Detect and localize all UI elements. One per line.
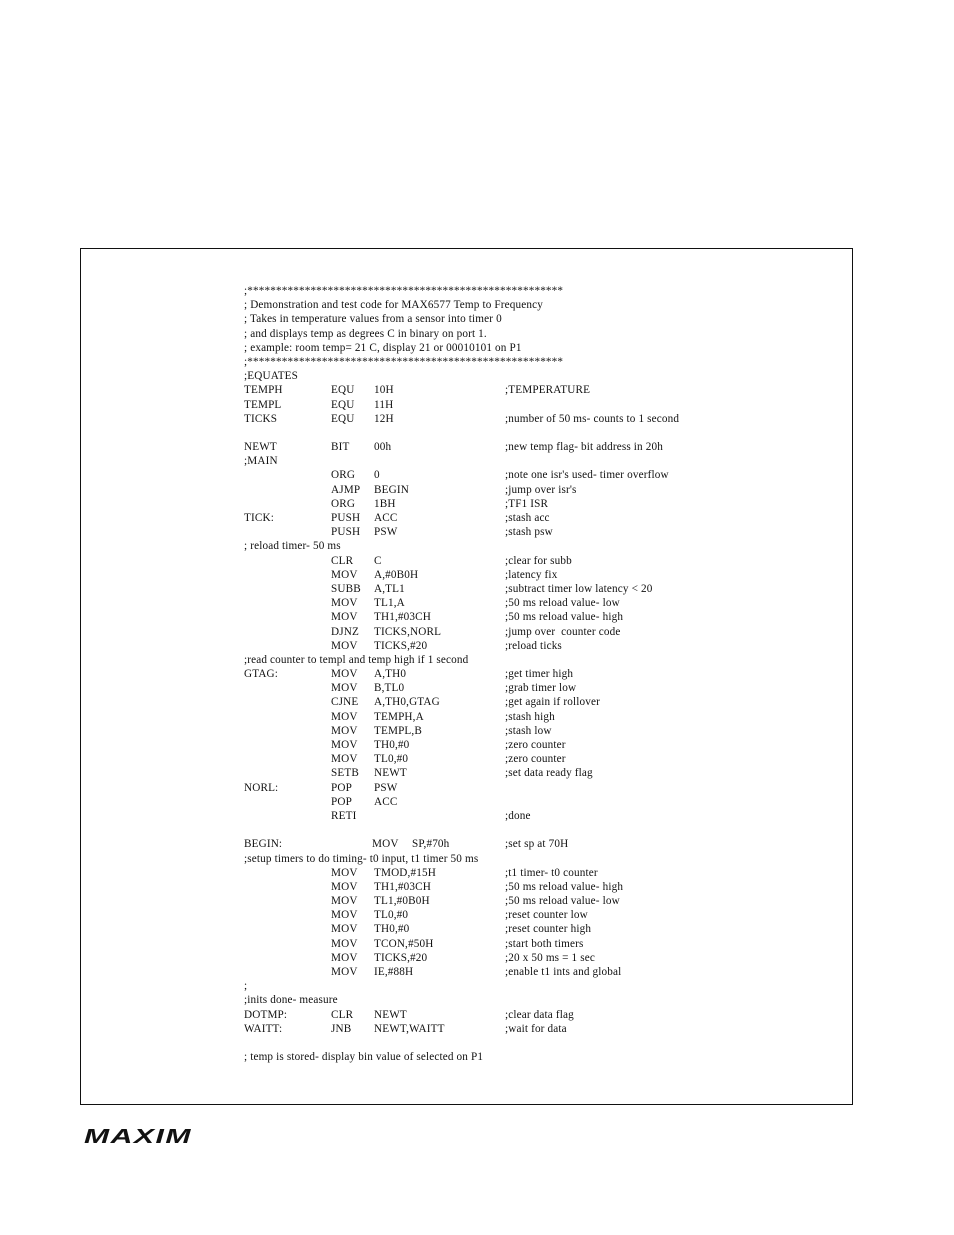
code-operand: ACC (374, 795, 398, 808)
code-comment: ;50 ms reload value- high (505, 880, 624, 893)
code-opcode: EQU (331, 398, 355, 411)
code-operand: TMOD,#15H (374, 866, 436, 879)
code-comment: ;get timer high (505, 668, 574, 681)
code-comment: ;wait for data (505, 1022, 567, 1035)
code-comment: ;enable t1 ints and global (505, 966, 622, 978)
code-operand: 0 (374, 469, 380, 482)
code-operand: SP,#70h (412, 838, 450, 851)
code-comment-line: ;******************************************************* (244, 285, 564, 297)
code-operand: TL0,#0 (374, 753, 409, 766)
code-opcode: PUSH (331, 526, 361, 539)
code-operand: A,TH0,GTAG (374, 696, 440, 709)
code-line (238, 398, 798, 412)
code-operand: TEMPH,A (374, 710, 424, 723)
code-operand: 12H (374, 412, 394, 425)
code-opcode: RETI (331, 809, 357, 822)
code-operand: IE,#88H (374, 966, 414, 978)
logo-text: MAXIM (84, 1126, 193, 1146)
code-comment: ;latency fix (505, 568, 558, 581)
code-operand: 00h (374, 441, 392, 454)
code-line (238, 837, 798, 851)
code-opcode: MOV (331, 597, 358, 610)
code-line (238, 908, 798, 922)
code-line (238, 951, 798, 965)
code-opcode: MOV (331, 724, 358, 737)
code-opcode: EQU (331, 384, 355, 397)
code-comment-line: ; temp is stored- display bin value of selected on P1 (244, 1051, 484, 1064)
code-comment: ;TEMPERATURE (505, 384, 591, 397)
code-opcode: MOV (331, 611, 358, 624)
code-comment: ;done (505, 809, 531, 822)
code-operand: PSW (374, 526, 398, 539)
code-operand: PSW (374, 781, 398, 794)
code-comment-line: ; (244, 980, 248, 993)
code-line (238, 1022, 798, 1036)
code-operand: A,TH0 (374, 668, 407, 681)
code-comment: ;TF1 ISR (505, 497, 549, 510)
code-operand: NEWT (374, 767, 407, 780)
code-opcode: JNB (331, 1022, 352, 1035)
code-line (238, 852, 798, 866)
code-line (238, 610, 798, 624)
code-line (238, 554, 798, 568)
code-comment: ;50 ms reload value- low (505, 895, 620, 908)
code-opcode: MOV (331, 951, 358, 964)
code-line (238, 724, 798, 738)
code-line (238, 468, 798, 482)
code-line (238, 582, 798, 596)
code-line (238, 937, 798, 951)
code-comment: ;set sp at 70H (505, 838, 569, 851)
code-line (238, 440, 798, 454)
code-line (238, 880, 798, 894)
code-opcode: MOV (372, 838, 399, 851)
code-label: TICK: (244, 512, 274, 524)
code-operand: BEGIN (374, 483, 409, 496)
code-comment: ;jump over isr's (505, 483, 577, 496)
code-comment: ;clear for subb (505, 554, 572, 567)
code-opcode: MOV (331, 739, 358, 751)
code-label: GTAG: (244, 668, 279, 681)
code-comment-line: ;setup timers to do timing- t0 input, t1 timer 50 ms (244, 852, 479, 865)
code-comment: ;zero counter (505, 739, 566, 751)
code-comment-line: ; reload timer- 50 ms (244, 540, 341, 553)
code-operand: C (374, 554, 382, 567)
code-comment: ;jump over counter code (505, 625, 621, 638)
code-opcode: POP (331, 795, 352, 808)
code-line (238, 426, 798, 440)
code-line (238, 454, 798, 468)
code-line (238, 809, 798, 823)
code-label: NEWT (244, 441, 277, 454)
code-opcode: AJMP (331, 483, 361, 496)
code-line (238, 752, 798, 766)
code-operand: TL1,#0B0H (374, 895, 430, 908)
code-operand: TH0,#0 (374, 923, 410, 936)
code-line (238, 355, 798, 369)
code-comment-line: ;******************************************************* (244, 355, 564, 368)
code-opcode: CJNE (331, 696, 359, 709)
code-comment-line: ; Demonstration and test code for MAX6577 Temp to Frequency (244, 299, 543, 312)
code-comment-line: ;read counter to templ and temp high if 1 second (244, 653, 469, 666)
code-comment: ;reload ticks (505, 639, 562, 652)
code-line (238, 568, 798, 582)
code-opcode: MOV (331, 710, 358, 723)
code-opcode: MOV (331, 682, 358, 695)
code-line (238, 639, 798, 653)
code-comment-line: ; and displays temp as degrees C in binary on port 1. (244, 327, 487, 340)
code-opcode: MOV (331, 966, 358, 978)
code-label: NORL: (244, 781, 279, 794)
code-operand: TH1,#03CH (374, 611, 431, 624)
code-line (238, 653, 798, 667)
code-line (238, 483, 798, 497)
code-opcode: BIT (331, 441, 350, 454)
code-label: DOTMP: (244, 1008, 288, 1021)
code-label: TICKS (244, 412, 278, 425)
code-opcode: CLR (331, 554, 354, 567)
code-operand: TICKS,#20 (374, 639, 428, 652)
code-operand: TH0,#0 (374, 739, 410, 751)
code-line (238, 738, 798, 752)
code-operand: TICKS,NORL (374, 625, 442, 638)
code-line (238, 312, 798, 326)
code-opcode: MOV (331, 895, 358, 908)
code-label: TEMPL (244, 398, 282, 411)
code-comment: ;stash low (505, 724, 552, 737)
code-comment: ;grab timer low (505, 682, 577, 695)
code-opcode: ORG (331, 469, 356, 482)
code-line (238, 369, 798, 383)
code-opcode: PUSH (331, 512, 361, 524)
maxim-logo (84, 1126, 194, 1146)
code-operand: 1BH (374, 497, 396, 510)
code-line (238, 795, 798, 809)
code-label: TEMPH (244, 384, 283, 397)
code-line (238, 383, 798, 397)
code-opcode: MOV (331, 937, 358, 950)
code-comment: ;new temp flag- bit address in 20h (505, 441, 663, 454)
code-opcode: SETB (331, 767, 359, 780)
code-line (238, 823, 798, 837)
code-operand: ACC (374, 512, 398, 524)
code-line (238, 298, 798, 312)
code-operand: TL1,A (374, 597, 405, 610)
code-comment: ;stash high (505, 710, 555, 723)
code-operand: 11H (374, 398, 394, 411)
code-opcode: MOV (331, 753, 358, 766)
code-comment-line: ;MAIN (244, 455, 278, 468)
code-comment-line: ; Takes in temperature values from a sensor into timer 0 (244, 313, 502, 326)
code-line (238, 497, 798, 511)
code-operand: A,#0B0H (374, 568, 419, 581)
code-comment: ;note one isr's used- timer overflow (505, 469, 669, 482)
code-comment: ;start both timers (505, 937, 584, 950)
code-line (238, 284, 798, 298)
code-line (238, 894, 798, 908)
code-line (238, 1050, 798, 1064)
code-opcode: MOV (331, 909, 358, 922)
code-comment: ;reset counter high (505, 923, 592, 936)
code-opcode: MOV (331, 866, 358, 879)
code-operand: TCON,#50H (374, 937, 434, 950)
code-opcode: ORG (331, 497, 356, 510)
code-comment-line: ; example: room temp= 21 C, display 21 or 00010101 on P1 (244, 341, 522, 354)
code-comment: ;stash psw (505, 526, 553, 539)
code-opcode: MOV (331, 568, 358, 581)
code-line (238, 327, 798, 341)
code-line (238, 866, 798, 880)
code-line (238, 625, 798, 639)
code-comment: ;get again if rollover (505, 696, 600, 709)
code-line (238, 979, 798, 993)
code-line (238, 993, 798, 1007)
code-line (238, 710, 798, 724)
code-opcode: MOV (331, 639, 358, 652)
code-comment: ;number of 50 ms- counts to 1 second (505, 412, 680, 425)
code-line (238, 681, 798, 695)
code-comment: ;subtract timer low latency < 20 (505, 582, 653, 595)
code-label: BEGIN: (244, 838, 283, 851)
code-comment-line: ;EQUATES (244, 370, 299, 383)
code-operand: TICKS,#20 (374, 951, 428, 964)
code-opcode: MOV (331, 668, 358, 681)
code-opcode: SUBB (331, 582, 361, 595)
code-operand: 10H (374, 384, 394, 397)
code-comment: ;stash acc (505, 512, 550, 524)
code-label: WAITT: (244, 1022, 283, 1035)
code-operand: TL0,#0 (374, 909, 409, 922)
code-line (238, 1036, 798, 1050)
code-line (238, 965, 798, 979)
code-line (238, 766, 798, 780)
code-line (238, 1008, 798, 1022)
code-line (238, 922, 798, 936)
code-line (238, 695, 798, 709)
code-line (238, 539, 798, 553)
code-opcode: POP (331, 781, 352, 794)
assembly-code-listing (238, 284, 798, 1064)
code-operand: TEMPL,B (374, 724, 422, 737)
code-line (238, 667, 798, 681)
code-comment: ;t1 timer- t0 counter (505, 866, 598, 879)
code-comment: ;reset counter low (505, 909, 588, 922)
code-line (238, 341, 798, 355)
code-comment: ;set data ready flag (505, 767, 593, 780)
code-line (238, 511, 798, 525)
code-operand: A,TL1 (374, 582, 405, 595)
code-comment: ;50 ms reload value- high (505, 611, 624, 624)
code-opcode: MOV (331, 880, 358, 893)
code-comment: ;50 ms reload value- low (505, 597, 620, 610)
code-operand: TH1,#03CH (374, 880, 431, 893)
code-comment: ;clear data flag (505, 1008, 574, 1021)
code-opcode: DJNZ (331, 625, 359, 638)
code-operand: NEWT,WAITT (374, 1022, 445, 1035)
code-opcode: MOV (331, 923, 358, 936)
code-line (238, 412, 798, 426)
code-line (238, 596, 798, 610)
code-line (238, 525, 798, 539)
code-line (238, 781, 798, 795)
code-operand: NEWT (374, 1008, 407, 1021)
code-opcode: EQU (331, 412, 355, 425)
code-operand: B,TL0 (374, 682, 405, 695)
code-comment-line: ;inits done- measure (244, 994, 338, 1007)
code-comment: ;20 x 50 ms = 1 sec (505, 951, 595, 964)
code-opcode: CLR (331, 1008, 354, 1021)
code-comment: ;zero counter (505, 753, 566, 766)
